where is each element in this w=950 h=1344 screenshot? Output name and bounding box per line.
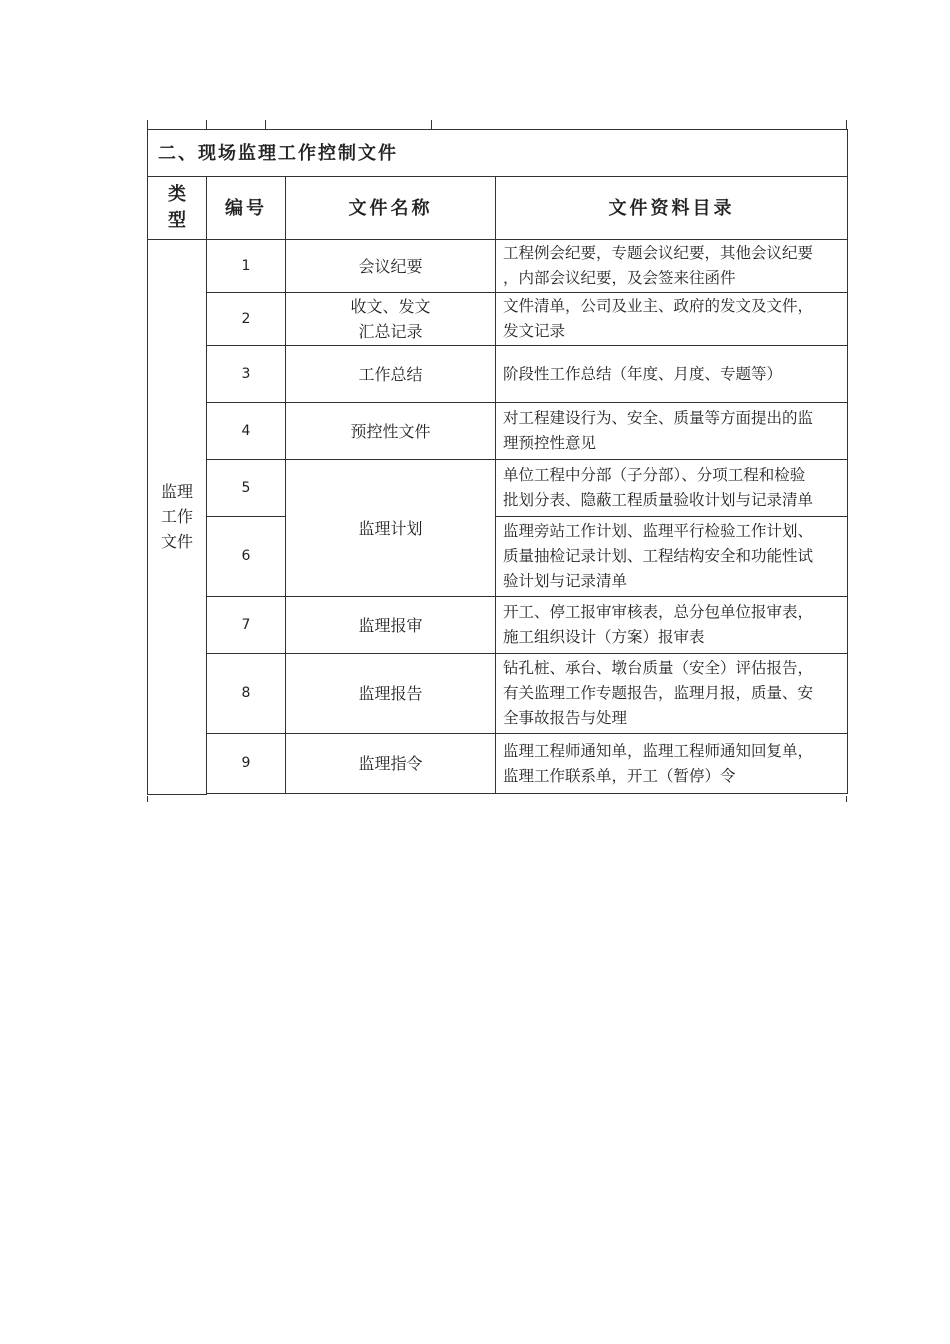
table-filler-cell [207,794,848,795]
row-file-name: 监理指令 [286,734,496,794]
row-catalog-line: 阶段性工作总结（年度、月度、专题等） [503,364,783,383]
section-title: 二、现场监理工作控制文件 [148,130,848,177]
row-number: 6 [207,517,286,597]
section-title-row [148,130,848,177]
table-row [148,734,848,794]
header-type-line1: 类 [168,184,186,205]
row-catalog [496,293,848,346]
header-file-name: 文件名称 [286,177,496,240]
table-row [148,346,848,403]
row-number: 2 [207,293,286,346]
row-catalog-line: 质量抽检记录计划、工程结构安全和功能性试 [503,547,814,565]
table-row [148,460,848,517]
category-line3: 文件 [160,532,193,552]
header-type-line2: 型 [168,210,186,231]
table-filler-row [148,794,848,795]
row-catalog [496,597,848,654]
row-catalog-line: 验计划与记录清单 [503,572,628,590]
row-file-name-line: 汇总记录 [358,322,423,341]
row-file-name: 预控性文件 [286,403,496,460]
row-number: 1 [207,240,286,293]
row-catalog-line: 批划分表、隐蔽工程质量验收计划与记录清单 [503,491,814,509]
row-number: 5 [207,460,286,517]
header-row [148,177,848,240]
row-catalog-line: 工程例会纪要，专题会议纪要，其他会议纪要 [503,244,814,262]
row-file-name [286,293,496,346]
row-catalog-line: 文件清单，公司及业主、政府的发文及文件， [503,297,814,315]
header-number: 编号 [207,177,286,240]
row-catalog-line: 监理工作联系单，开工（暂停）令 [503,766,736,785]
category-line2: 工作 [160,507,193,527]
row-catalog-line: 监理旁站工作计划、监理平行检验工作计划、 [503,522,814,540]
table-row [148,654,848,734]
row-catalog-line: 开工、停工报审审核表，总分包单位报审表， [503,603,814,621]
table-row [148,293,848,346]
row-number: 8 [207,654,286,734]
row-catalog-line: 施工组织设计（方案）报审表 [503,628,705,646]
row-catalog-line: 全事故报告与处理 [503,709,628,727]
row-file-name: 监理计划 [286,460,496,597]
row-file-name: 工作总结 [286,346,496,403]
row-catalog-line: 单位工程中分部（子分部）、分项工程和检验 [503,466,806,484]
row-catalog-line: 有关监理工作专题报告，监理月报，质量、安 [503,684,814,702]
table-row [148,240,848,293]
row-number: 4 [207,403,286,460]
row-catalog-line: 监理工程师通知单，监理工程师通知回复单， [503,741,814,760]
row-catalog [496,240,848,293]
row-catalog [496,734,848,794]
table-row [148,597,848,654]
row-catalog-line: 发文记录 [503,322,566,340]
header-type [148,177,207,240]
row-number: 7 [207,597,286,654]
row-file-name: 监理报告 [286,654,496,734]
table-row [148,403,848,460]
row-catalog-line: ，内部会议纪要，及会签来往函件 [503,269,736,287]
category-line1: 监理 [160,482,193,502]
row-number: 9 [207,734,286,794]
control-files-table [147,129,848,795]
row-catalog [496,654,848,734]
row-file-name: 会议纪要 [286,240,496,293]
row-file-name: 监理报审 [286,597,496,654]
table-tail-line [147,796,148,802]
row-catalog [496,346,848,403]
table-row [148,517,848,597]
row-file-name-line: 收文、发文 [350,297,431,316]
row-catalog [496,403,848,460]
category-cell [148,240,207,795]
control-files-table-wrapper [147,129,847,795]
row-catalog-line: 对工程建设行为、安全、质量等方面提出的监 [503,409,814,427]
row-number: 3 [207,346,286,403]
table-tail-line [846,796,847,802]
row-catalog [496,517,848,597]
header-catalog: 文件资料目录 [496,177,848,240]
row-catalog [496,460,848,517]
row-catalog-line: 理预控性意见 [503,434,597,452]
row-catalog-line: 钻孔桩、承台、墩台质量（安全）评估报告， [503,659,814,677]
